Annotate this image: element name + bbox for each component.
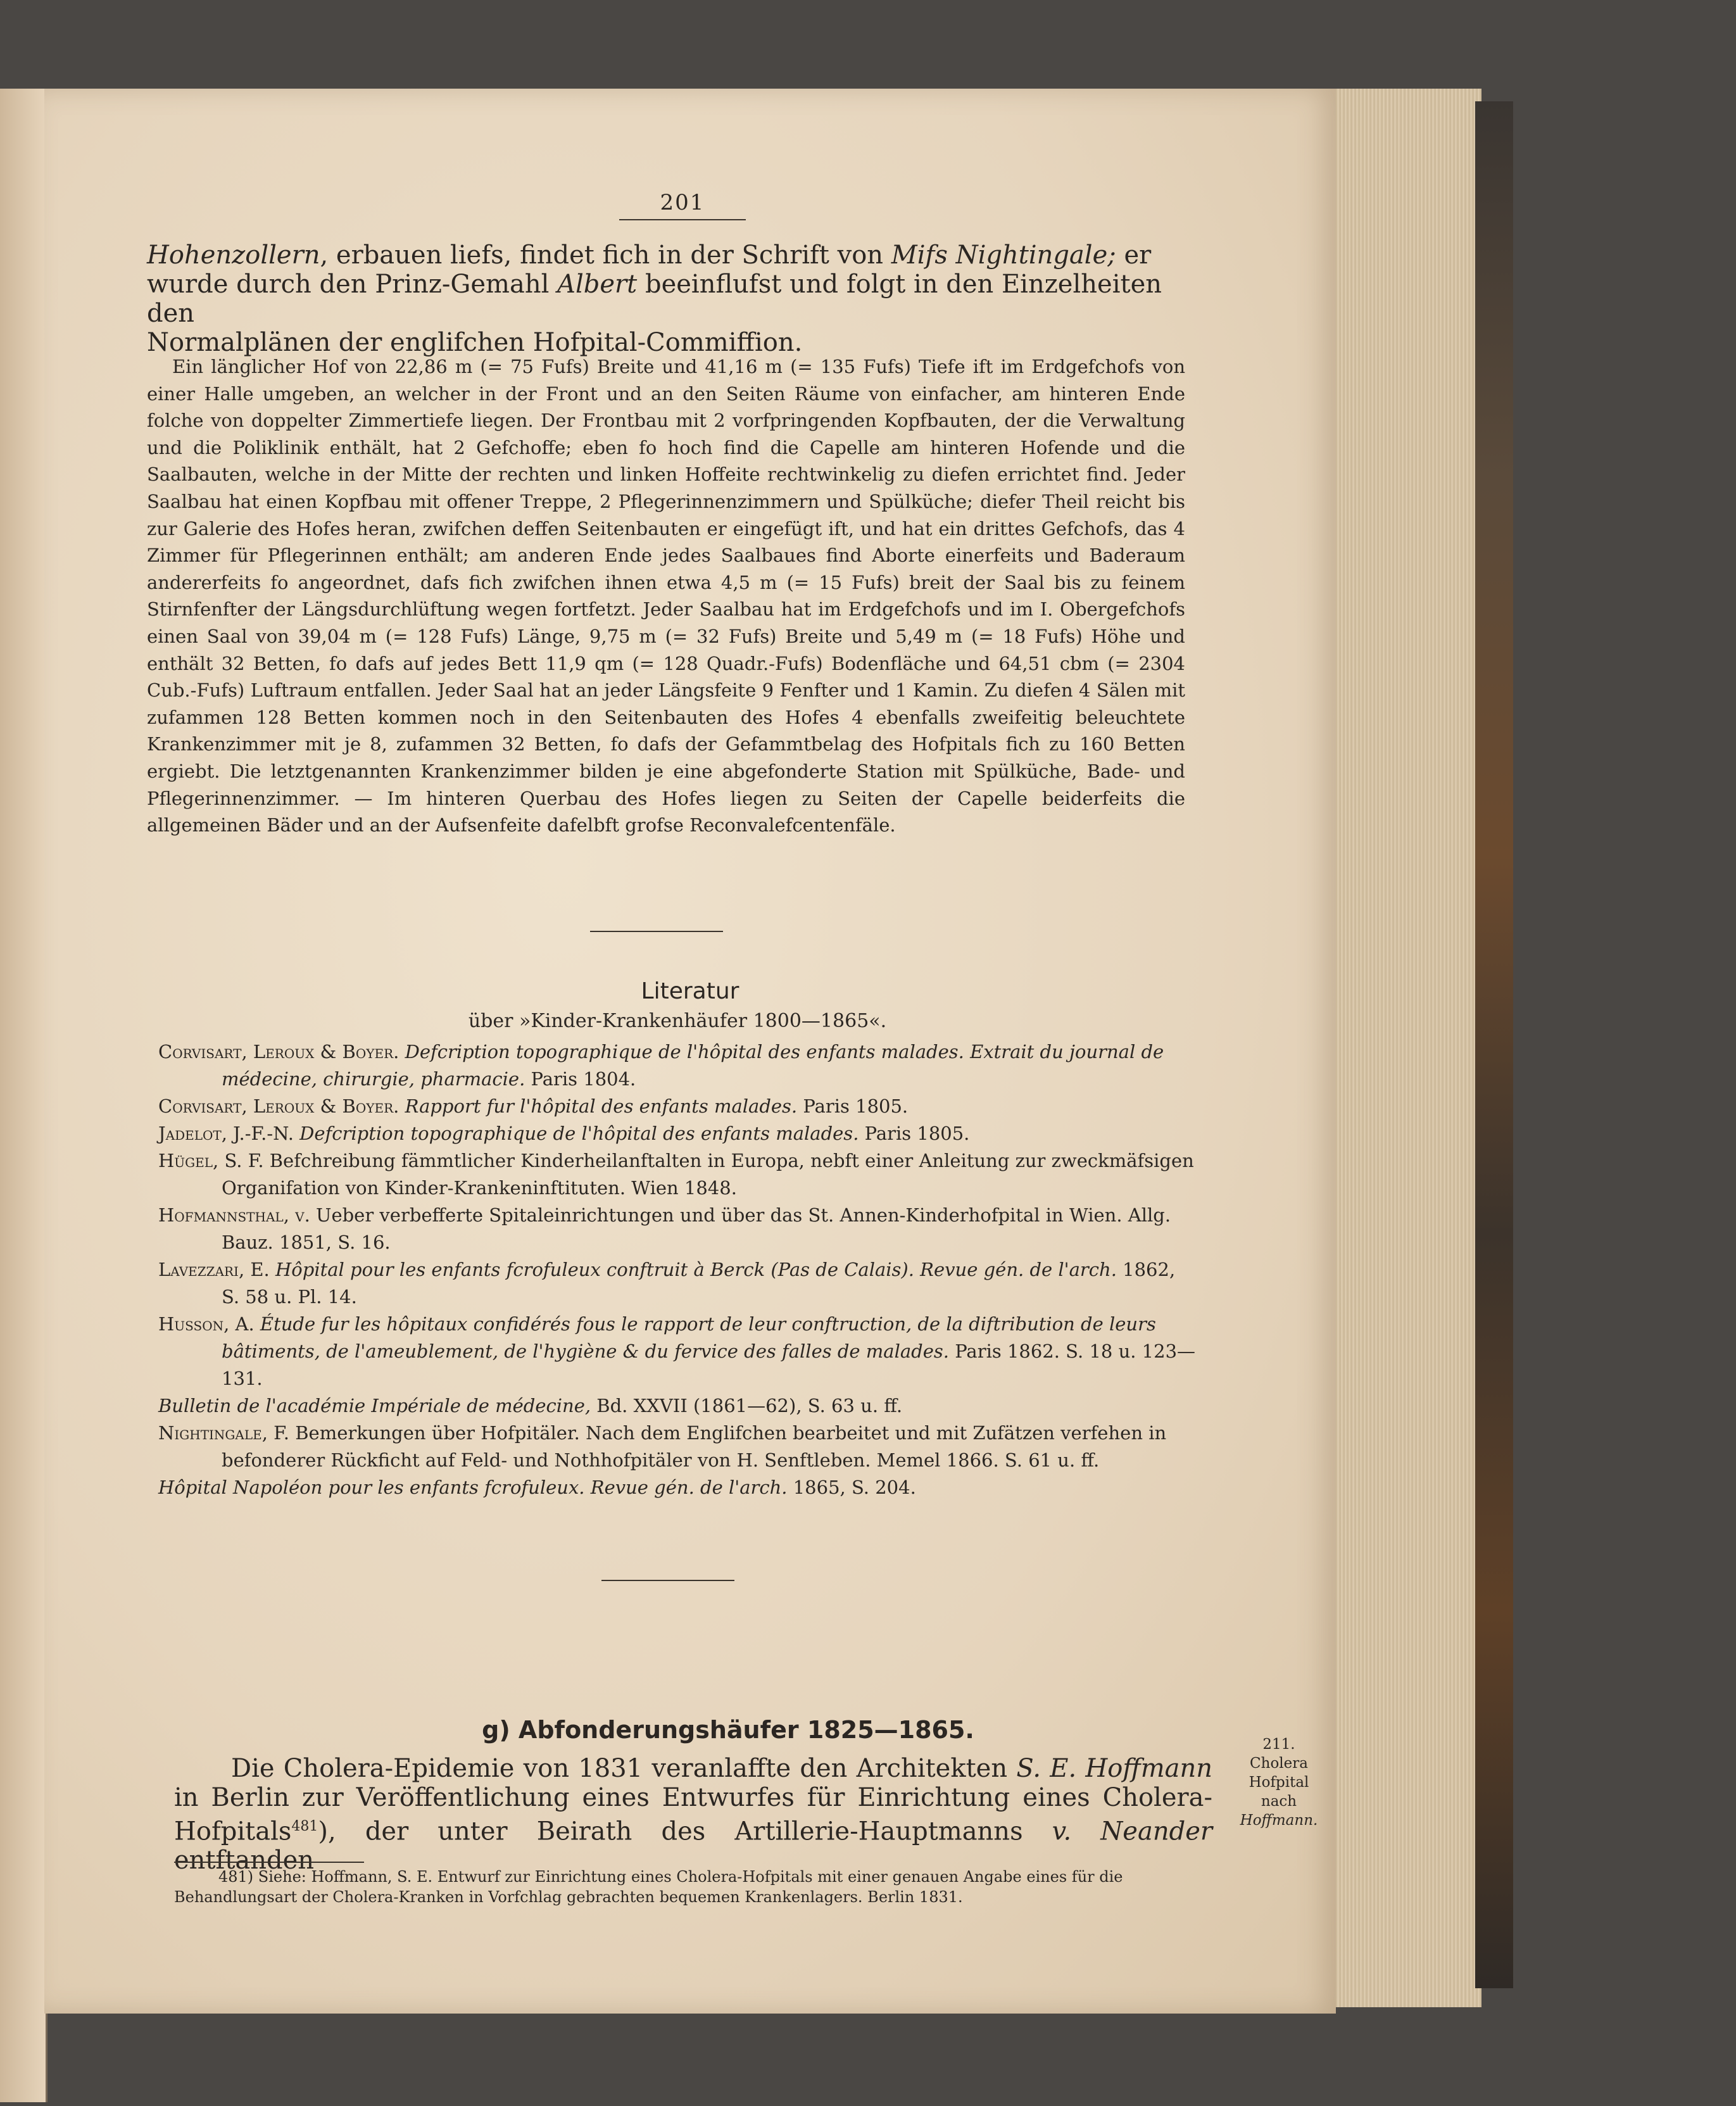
description-paragraph — [147, 353, 1185, 839]
section-text-1: Die Cholera-Epidemie von 1831 veranlaffte den Architekten — [231, 1754, 1017, 1783]
intro-italic-hohenzollern: Hohenzollern — [147, 241, 320, 270]
intro-italic-nightingale: Mifs Nightingale; — [891, 241, 1116, 270]
entry-details: Paris 1862. S. 18 u. 123—131. — [222, 1340, 1196, 1389]
intro-italic-albert: Albert — [557, 270, 638, 299]
entry-title: Defcription topographique de l'hôpital des enfants malades. — [299, 1123, 859, 1144]
literature-entry — [158, 1392, 1197, 1420]
entry-author: Hügel, S. F. — [158, 1150, 270, 1171]
margin-note-line: Cholera — [1250, 1755, 1308, 1772]
literature-entry — [158, 1420, 1197, 1474]
literature-entry — [158, 1474, 1197, 1501]
entry-details: Befchreibung fämmtlicher Kinderheilanftalten in Europa, nebft einer Anleitung zur zweckmäfsigen Organifation von Kinder-Krankeninftituten. Wien 1848. — [222, 1150, 1194, 1199]
section-text-4: entftanden — [174, 1846, 315, 1876]
entry-author: Corvisart, Leroux & Boyer. — [158, 1095, 405, 1117]
margin-note-line: Hofpital — [1249, 1774, 1309, 1791]
literature-list — [158, 1038, 1197, 1501]
section-name-hoffmann: S. E. Hoffmann — [1016, 1754, 1213, 1783]
entry-author: Corvisart, Leroux & Boyer. — [158, 1041, 405, 1062]
footnote-rule — [174, 1862, 364, 1863]
book-binding — [1475, 101, 1513, 1988]
literature-entry — [158, 1038, 1197, 1093]
entry-details: Paris 1805. — [797, 1095, 909, 1117]
intro-text-1: , erbauen liefs, findet fich in der Schrift von — [320, 241, 891, 270]
entry-author: Jadelot, J.-F.-N. — [158, 1123, 300, 1144]
page-block-edge — [1323, 89, 1481, 2007]
footnote — [174, 1867, 1212, 1907]
intro-text-4: beeinflufst und folgt in den Einzelheiten den — [147, 270, 1162, 328]
intro-text-3: wurde durch den Prinz-Gemahl — [147, 270, 558, 299]
entry-title: Bulletin de l'académie Impériale de médecine, — [158, 1395, 591, 1416]
intro-text-2: er — [1116, 241, 1152, 270]
literature-entry — [158, 1093, 1197, 1120]
entry-title: Hôpital Napoléon pour les enfants fcrofuleux. Revue gén. de l'arch. — [158, 1477, 788, 1498]
paragraph-text: Ein länglicher Hof von 22,86 m (= 75 Fufs) Breite und 41,16 m (= 135 Fufs) Tiefe ift im Erdgefchofs von einer Halle umgeben, an welcher in der Front und an den Seiten Räume von einfacher, am hinteren Ende folche von doppelter Zimmertiefe liegen. Der Frontbau mit 2 vorfpringenden Kopfbauten, der die Verwaltung und die Poliklinik enthält, hat 2 Gefchoffe; eben fo hoch find die Capelle am hinteren Hofende und die Saalbauten, welche in der Mitte der rechten und linken Hoffeite rechtwinkelig zu diefen errichtet find. Jeder Saalbau hat einen Kopfbau mit offener Treppe, 2 Pflegerinnenzimmern und Spülküche; diefer Theil reicht bis zur Galerie des Hofes heran, zwifchen deffen Seitenbauten er eingefügt ift, und hat ein drittes Gefchofs, das 4 Zimmer für Pflegerinnen enthält; am anderen Ende jedes Saalbaues find Aborte einerfeits und Baderaum andererfeits fo angeordnet, dafs fich zwifchen ihnen etwa 4,5 m (= 15 Fufs) breit der Saal bis zu feinem Stirnfenfter der Längsdurchlüftung wegen fortfetzt. Jeder Saalbau hat im Erdgefchofs und im I. Obergefchofs einen Saal von 39,04 m (= 128 Fufs) Länge, 9,75 m (= 32 Fufs) Breite und 5,49 m (= 18 Fufs) Höhe und enthält 32 Betten, fo dafs auf jedes Bett 11,9 qm (= 128 Quadr.-Fufs) Bodenfläche und 64,51 cbm (= 2304 Cub.-Fufs) Luftraum entfallen. Jeder Saal hat an jeder Längsfeite 9 Fenfter und 1 Kamin. Zu diefen 4 Sälen mit zufammen 128 Betten kommen noch in den Seitenbauten des Hofes 4 ebenfalls zweifeitig beleuchtete Krankenzimmer mit je 8, zufammen 32 Betten, fo dafs der Gefammtbelag des Hofpitals fich zu 160 Betten ergiebt. Die letztgenannten Krankenzimmer bilden je eine abgefonderte Station mit Spülküche, Bade- und Pflegerinnenzimmer. — Im hinteren Querbau des Hofes liegen zu Seiten der Capelle beiderfeits die allgemeinen Bäder und an der Aufsenfeite dafelbft grofse Reconvalefcentenfäle. — [147, 356, 1185, 836]
margin-note-line: nach — [1261, 1793, 1297, 1810]
entry-author: Hofmannsthal, v. — [158, 1204, 317, 1226]
literature-entry — [158, 1147, 1197, 1202]
page-number: 201 — [619, 190, 746, 220]
entry-details: 1865, S. 204. — [787, 1477, 916, 1498]
left-page-edge — [0, 89, 47, 2102]
intro-line-2 — [147, 270, 1185, 328]
section-text-3: ), der unter Beirath des Artillerie-Hauptmanns — [318, 1817, 1052, 1846]
section-paragraph — [174, 1754, 1212, 1875]
entry-details: Paris 1805. — [859, 1123, 970, 1144]
book-page — [44, 89, 1336, 2014]
literature-entry — [158, 1311, 1197, 1392]
margin-note-number: 211. — [1262, 1736, 1295, 1753]
intro-line-1 — [147, 241, 1185, 270]
section-divider-1 — [590, 931, 723, 932]
footnote-text: 481) Siehe: Hoffmann, S. E. Entwurf zur Einrichtung eines Cholera-Hofpitals mit einer genauen Angabe eines für die Behandlungsart der Cholera-Kranken in Vorfchlag gebrachten bequemen Krankenlagers. Berlin 1831. — [174, 1868, 1123, 1906]
section-name-neander: v. Neander — [1052, 1817, 1212, 1846]
section-body — [174, 1754, 1212, 1875]
entry-details: Ueber verbefferte Spitaleinrichtungen und über das St. Annen-Kinderhofpital in Wien. Allg. Bauz. 1851, S. 16. — [222, 1204, 1171, 1253]
literature-entry — [158, 1120, 1197, 1147]
intro-text — [147, 241, 1185, 357]
entry-details: Bd. XXVII (1861—62), S. 63 u. ff. — [591, 1395, 903, 1416]
entry-author: Husson, A. — [158, 1313, 260, 1335]
literature-title: Literatur — [641, 978, 739, 1004]
literature-subtitle: über »Kinder-Krankenhäufer 1800—1865«. — [468, 1010, 887, 1032]
entry-author: Nightingale, F. — [158, 1422, 296, 1444]
margin-note — [1235, 1735, 1323, 1830]
entry-title: Étude fur les hôpitaux confidérés fous le rapport de leur conftruction, de la diftribution de leurs bâtiments, de l'ameublement, de l'hygiène & du fervice des falles de malades. — [222, 1313, 1156, 1362]
section-text-2: in Berlin zur Veröffentlichung eines Entwurfes für Einrichtung eines Cholera-Hofpitals — [174, 1783, 1212, 1846]
literature-entry — [158, 1202, 1197, 1256]
entry-details: 1862, S. 58 u. Pl. 14. — [222, 1259, 1176, 1308]
section-heading: g) Abfonderungshäufer 1825—1865. — [482, 1716, 974, 1744]
footnote-reference: 481 — [291, 1819, 318, 1834]
literature-entry — [158, 1256, 1197, 1311]
intro-text-5: Normalplänen der englifchen Hofpital-Commiffion. — [147, 328, 803, 357]
entry-title: Rapport fur l'hôpital des enfants malades. — [405, 1095, 798, 1117]
entry-details: Bemerkungen über Hofpitäler. Nach dem Englifchen bearbeitet und mit Zufätzen verfehen in befonderer Rückficht auf Feld- und Nothhofpitäler von H. Senftleben. Memel 1866. S. 61 u. ff. — [222, 1422, 1167, 1471]
margin-note-line: Hoffmann. — [1240, 1812, 1318, 1829]
section-divider-2 — [601, 1580, 734, 1581]
entry-author: Lavezzari, E. — [158, 1259, 275, 1280]
entry-title: Hôpital pour les enfants fcrofuleux conftruit à Berck (Pas de Calais). Revue gén. de l'arch. — [275, 1259, 1117, 1280]
entry-details: Paris 1804. — [525, 1068, 636, 1090]
entry-title: Defcription topographique de l'hôpital des enfants malades. Extrait du journal de médecine, chirurgie, pharmacie. — [222, 1041, 1164, 1090]
